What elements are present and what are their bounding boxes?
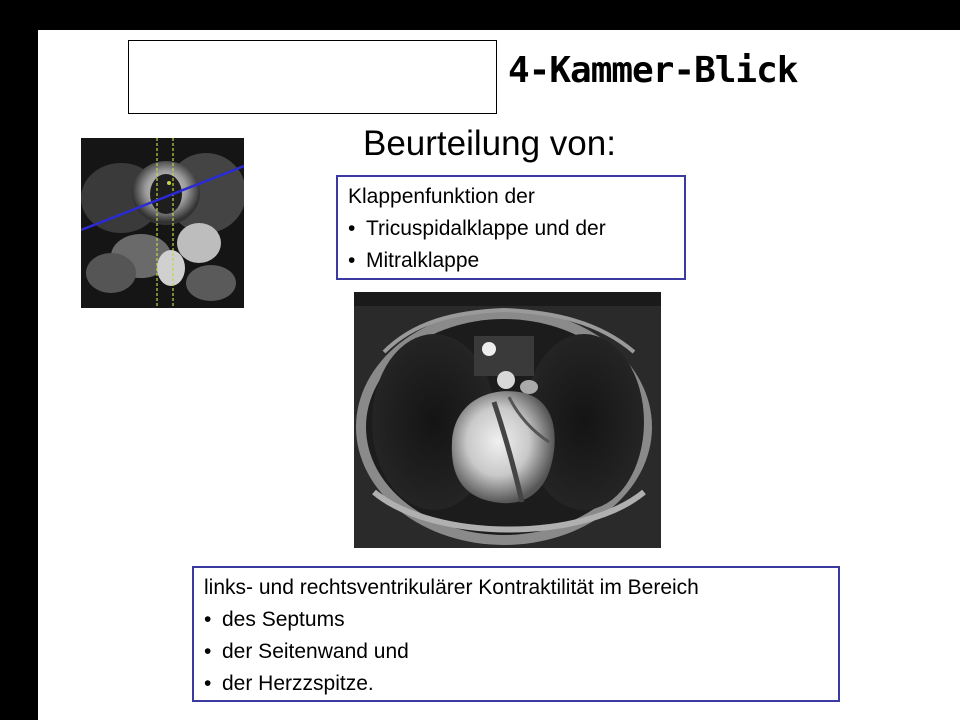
bullet-icon: • xyxy=(348,217,356,240)
top-black-bar xyxy=(0,0,960,30)
slide-title: 4-Kammer-Blick xyxy=(508,50,798,91)
list-item: • der Herzzspitze. xyxy=(204,672,374,695)
contractility-box xyxy=(192,566,840,702)
empty-header-frame xyxy=(128,40,497,114)
bullet-icon: • xyxy=(204,640,212,663)
scout-mri-image xyxy=(81,138,244,308)
list-item: • des Septums xyxy=(204,608,345,631)
contractility-box-heading: links- und rechtsventrikulärer Kontraktilität im Bereich xyxy=(204,576,699,599)
list-item: • der Seitenwand und xyxy=(204,640,409,663)
four-chamber-mri-image xyxy=(354,292,661,548)
valve-box-heading: Klappenfunktion der xyxy=(348,185,535,208)
list-item: • Tricuspidalklappe und der xyxy=(348,217,606,240)
slide-subtitle: Beurteilung von: xyxy=(363,124,616,163)
valve-function-box xyxy=(336,175,686,280)
bullet-icon: • xyxy=(204,672,212,695)
bullet-icon: • xyxy=(348,249,356,272)
list-item: • Mitralklappe xyxy=(348,249,480,272)
bullet-icon: • xyxy=(204,608,212,631)
left-black-bar xyxy=(0,0,38,720)
